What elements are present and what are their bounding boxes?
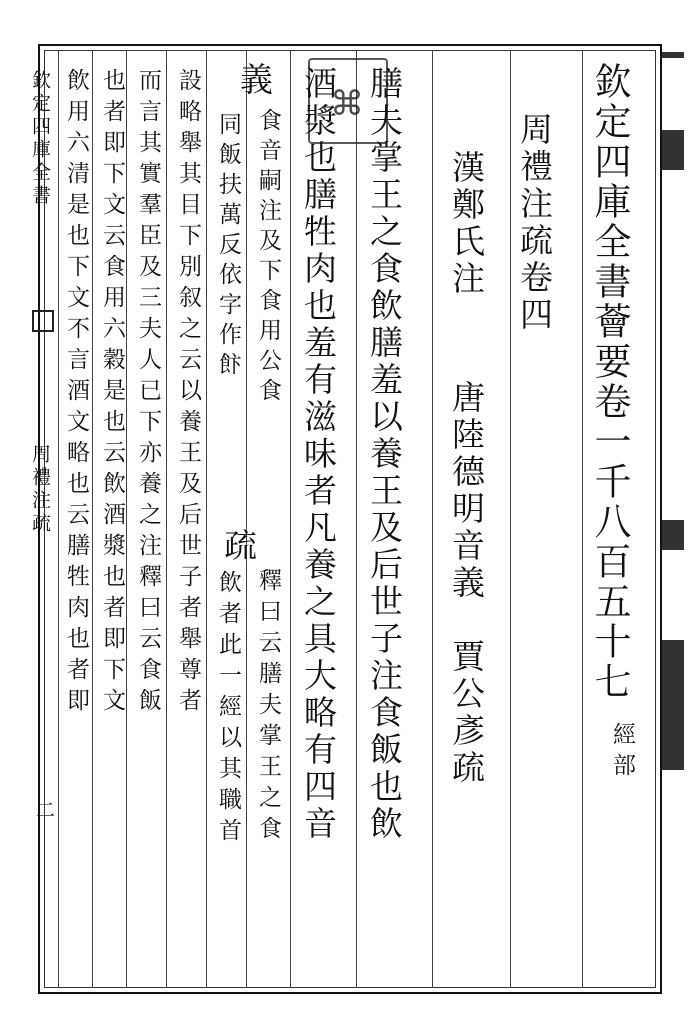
commentary-line: 設略舉其目下別叙之云以養王及后世子者舉尊者 bbox=[175, 68, 201, 719]
column-rule bbox=[510, 50, 511, 988]
edge-mark bbox=[662, 52, 684, 58]
column-rule bbox=[582, 50, 583, 988]
annotator-line: 漢鄭氏注 bbox=[447, 150, 486, 298]
fold-mark-icon bbox=[32, 310, 54, 332]
edge-page-number: 二 bbox=[33, 800, 55, 823]
edge-mark bbox=[662, 520, 684, 550]
shu-body: 釋曰云膳夫掌王之食 bbox=[255, 568, 281, 847]
yinyi-body: 食音嗣注及下食用公食 bbox=[255, 108, 281, 408]
edge-book-title: 周禮注疏 bbox=[29, 444, 51, 536]
shu-body-2: 飲者此一經以其職首 bbox=[215, 570, 241, 849]
edge-mark bbox=[662, 130, 684, 170]
column-rule bbox=[432, 50, 433, 988]
subannotator-line: 唐陸德明音義 賈公彥疏 bbox=[447, 380, 486, 787]
yinyi-marker: 義 bbox=[235, 62, 274, 99]
column-rule bbox=[290, 50, 291, 988]
commentary-line: 飲用六清是也下文不言酒文略也云膳牲肉也者即 bbox=[63, 68, 89, 719]
classic-text: 膳夫掌王之食飲膳羞以養王及后世子注食飯也飲 bbox=[365, 66, 404, 843]
column-rule bbox=[92, 50, 93, 988]
yinyi-body-2: 同飯扶萬反依字作飰 bbox=[215, 112, 241, 382]
page-header-title: 欽定四庫全書薈要卷一千八百五十七 bbox=[588, 62, 631, 702]
page-header-section: 經部 bbox=[609, 722, 635, 784]
column-rule bbox=[58, 50, 59, 988]
commentary-line: 也者即下文云食用六穀是也云飲酒漿也者即下文 bbox=[99, 68, 125, 719]
classic-text-cont: 酒漿也膳牲肉也羞有滋味者凡養之具大略有四音 bbox=[299, 66, 338, 843]
volume-title: 周禮注疏卷四 bbox=[515, 112, 554, 334]
shu-marker: 疏 bbox=[219, 528, 258, 565]
commentary-line: 而言其實羣臣及三夫人已下亦養之注釋曰云食飯 bbox=[135, 68, 161, 719]
column-rule bbox=[356, 50, 357, 988]
library-seal: ⌘ bbox=[308, 58, 388, 144]
column-rule bbox=[246, 50, 247, 988]
edge-series-title: 欽定四庫全書 bbox=[29, 70, 51, 208]
column-rule bbox=[126, 50, 127, 988]
column-rule bbox=[166, 50, 167, 988]
column-rule bbox=[206, 50, 207, 988]
edge-mark bbox=[662, 640, 684, 770]
